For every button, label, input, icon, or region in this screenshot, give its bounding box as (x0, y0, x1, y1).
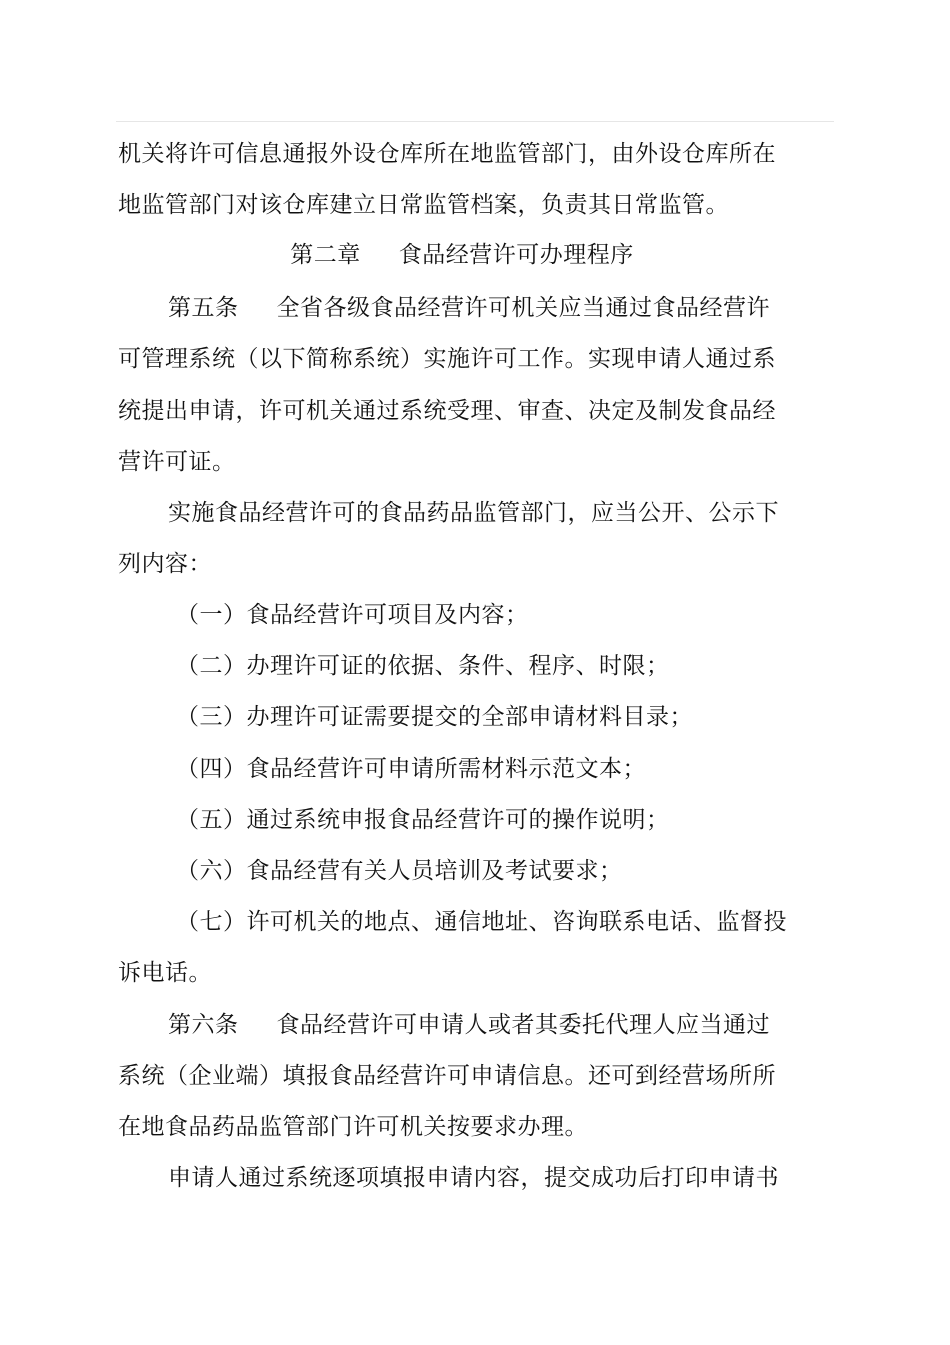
chapter-title: 食品经营许可办理程序 (398, 242, 634, 268)
article-six-line (168, 1010, 770, 1040)
header-rule (116, 121, 834, 122)
list-item: （六）食品经营有关人员培训及考试要求； (176, 858, 623, 884)
list-item: （三）办理许可证需要提交的全部申请材料目录； (176, 704, 693, 730)
article-text: 全省各级食品经营许可机关应当通过食品经营许 (276, 295, 770, 321)
text-line: 机关将许可信息通报外设仓库所在地监管部门，由外设仓库所在 (118, 141, 776, 167)
list-item: （四）食品经营许可申请所需材料示范文本； (176, 756, 646, 782)
article-five-line (168, 293, 770, 323)
text-line: 诉电话。 (118, 960, 212, 986)
chapter-number: 第二章 (290, 242, 361, 268)
text-line: 可管理系统（以下简称系统）实施许可工作。实现申请人通过系 (118, 346, 776, 372)
list-item: （二）办理许可证的依据、条件、程序、时限； (176, 653, 670, 679)
article-label: 第六条 (168, 1012, 239, 1038)
text-line: 申请人通过系统逐项填报申请内容，提交成功后打印申请书 (168, 1165, 779, 1191)
text-line: 地监管部门对该仓库建立日常监管档案，负责其日常监管。 (118, 192, 729, 218)
list-item: （一）食品经营许可项目及内容； (176, 602, 529, 628)
chapter-heading (0, 240, 924, 270)
list-item: （七）许可机关的地点、通信地址、咨询联系电话、监督投 (176, 909, 787, 935)
text-line: 列内容： (118, 551, 212, 577)
text-line: 系统（企业端）填报食品经营许可申请信息。还可到经营场所所 (118, 1063, 776, 1089)
text-line: 在地食品药品监管部门许可机关按要求办理。 (118, 1114, 588, 1140)
article-label: 第五条 (168, 295, 239, 321)
list-item: （五）通过系统申报食品经营许可的操作说明； (176, 807, 670, 833)
text-line: 营许可证。 (118, 449, 236, 475)
text-line: 实施食品经营许可的食品药品监管部门，应当公开、公示下 (168, 500, 779, 526)
text-line: 统提出申请，许可机关通过系统受理、审查、决定及制发食品经 (118, 398, 776, 424)
article-text: 食品经营许可申请人或者其委托代理人应当通过 (276, 1012, 770, 1038)
